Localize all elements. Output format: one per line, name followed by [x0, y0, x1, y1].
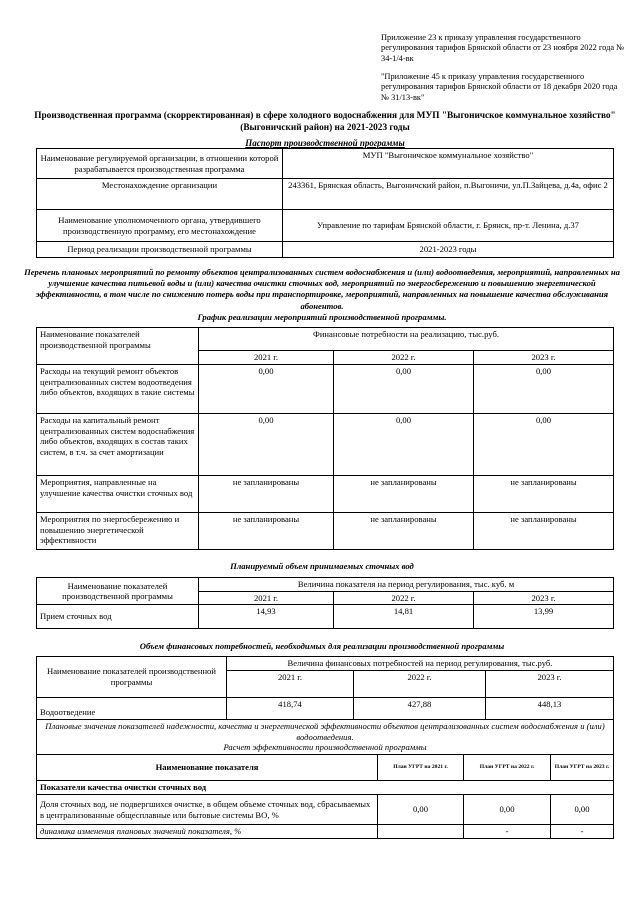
- volume-value: 14,93: [199, 605, 334, 629]
- calc-heading: Расчет эффективности производственной программы: [223, 742, 427, 752]
- volume-row-name: Прием сточных вод: [37, 605, 199, 629]
- measure-value: не запланированы: [474, 513, 614, 550]
- table-row: [37, 795, 614, 825]
- finance-table: [36, 656, 614, 720]
- year-header: 2023 г.: [474, 591, 614, 605]
- year-header: 2022 г.: [354, 670, 486, 697]
- indicator-col-name: Наименование показателя: [37, 755, 378, 781]
- measure-value: 0,00: [334, 365, 474, 414]
- dynamics-row-name: динамика изменения плановых значений показателя, %: [37, 825, 378, 839]
- measure-value: 0,00: [199, 414, 334, 476]
- document-title: Производственная программа (скорректированная) в сфере холодного водоснабжения для МУП "Выгоничское коммунальное хозяйство" (Выгоничский район) на 2021-2023 годы: [34, 111, 616, 133]
- measure-value: 0,00: [474, 414, 614, 476]
- passport-label: Период реализации производственной программы: [37, 242, 283, 258]
- indicators-table: [36, 719, 614, 839]
- schedule-heading: График реализации мероприятий производственной программы.: [197, 312, 447, 322]
- passport-row: [37, 210, 614, 242]
- plan-header: План УГРТ на 2023 г.: [551, 755, 614, 781]
- table-row: [37, 605, 614, 629]
- table-row: [37, 414, 614, 476]
- measures-table: [36, 327, 614, 550]
- passport-value: МУП "Выгоничское коммунальное хозяйство": [283, 149, 614, 179]
- indicators-intro-text: Плановые значения показателей надежности, качества и энергетической эффективности объектов централизованных систем водоснабжения и (или) водоотведения.: [45, 721, 605, 742]
- table-row: [37, 476, 614, 513]
- measure-value: не запланированы: [199, 513, 334, 550]
- year-header: 2023 г.: [486, 670, 614, 697]
- passport-row: [37, 149, 614, 179]
- year-header: 2021 г.: [199, 591, 334, 605]
- indicator-group: Показатели качества очистки сточных вод: [37, 781, 614, 795]
- table-row: [37, 825, 614, 839]
- year-header: 2021 г.: [199, 351, 334, 365]
- volume-value: 14,81: [334, 605, 474, 629]
- passport-value: 243361, Брянская область, Выгоничский район, п.Выгоничи, ул.П.Зайцева, д.4а, офис 2: [283, 179, 614, 210]
- plan-header: План УГРТ на 2021 г.: [378, 755, 464, 781]
- year-header: 2022 г.: [334, 351, 474, 365]
- passport-row: [37, 179, 614, 210]
- passport-label: Наименование регулируемой организации, в отношении которой разрабатывается производственная программа: [37, 149, 283, 179]
- measure-value: не запланированы: [199, 476, 334, 513]
- measure-value: не запланированы: [474, 476, 614, 513]
- appendix-note-1: Приложение 23 к приказу управления государственного регулирования тарифов Брянской области от 23 ноября 2022 года № 34-1/4-вк: [381, 33, 625, 63]
- passport-heading: Паспорт производственной программы: [245, 138, 405, 148]
- measure-name: Расходы на капитальный ремонт централизованных систем водоснабжения либо объектов, входящих в состав таких систем, в т.ч. за счет амортизации: [37, 414, 199, 476]
- plan-header: План УГРТ на 2022 г.: [464, 755, 551, 781]
- measures-col-name: Наименование показателей производственной программы: [37, 328, 199, 365]
- passport-value: Управление по тарифам Брянской области, г. Брянск, пр-т. Ленина, д.37: [283, 210, 614, 242]
- indicator-value: 0,00: [551, 795, 614, 825]
- finance-row-name: Водоотведение: [37, 697, 227, 719]
- dynamics-value: -: [551, 825, 614, 839]
- finance-heading: Объем финансовых потребностей, необходимых для реализации производственной программы: [139, 641, 505, 651]
- finance-col-group: Величина финансовых потребностей на период регулирования, тыс.руб.: [227, 657, 614, 671]
- volume-value: 13,99: [474, 605, 614, 629]
- volume-col-name: Наименование показателей производственной программы: [37, 578, 199, 605]
- finance-value: 448,13: [486, 697, 614, 719]
- table-row: [37, 513, 614, 550]
- passport-label: Наименование уполномоченного органа, утвердившего производственную программу, его местонахождение: [37, 210, 283, 242]
- measure-value: 0,00: [199, 365, 334, 414]
- measure-value: 0,00: [474, 365, 614, 414]
- volume-table: [36, 577, 614, 629]
- finance-value: 418,74: [227, 697, 354, 719]
- indicator-value: 0,00: [378, 795, 464, 825]
- measure-value: не запланированы: [334, 476, 474, 513]
- passport-label: Местонахождение организации: [37, 179, 283, 210]
- measure-value: не запланированы: [334, 513, 474, 550]
- passport-value: 2021-2023 годы: [283, 242, 614, 258]
- table-row: [37, 365, 614, 414]
- volume-col-group: Величина показателя на период регулирования, тыс. куб. м: [199, 578, 614, 592]
- year-header: 2022 г.: [334, 591, 474, 605]
- year-header: 2023 г.: [474, 351, 614, 365]
- indicator-row-name: Доля сточных вод, не подвергшихся очистке, в общем объеме сточных вод, сбрасываемых в централизованные общесплавные или бытовые системы ВО, %: [37, 795, 378, 825]
- indicators-intro: [37, 720, 614, 755]
- measure-name: Мероприятия по энергосбережению и повышению энергетической эффективности: [37, 513, 199, 550]
- finance-value: 427,88: [354, 697, 486, 719]
- appendix-note-2: "Приложение 45 к приказу управления государственного регулирования тарифов Брянской области от 18 декабря 2020 года № 31/13-вк": [381, 72, 618, 102]
- measures-col-group: Финансовые потребности на реализацию, тыс.руб.: [199, 328, 614, 351]
- finance-col-name: Наименование показателей производственной программы: [37, 657, 227, 698]
- dynamics-value: -: [464, 825, 551, 839]
- passport-table: [36, 148, 614, 258]
- indicator-value: 0,00: [464, 795, 551, 825]
- measure-value: 0,00: [334, 414, 474, 476]
- year-header: 2021 г.: [227, 670, 354, 697]
- measures-intro: Перечень плановых мероприятий по ремонту объектов централизованных систем водоснабжения и (или) водоотведения, мероприятий, направленных на улучшение качества питьевой воды и (или) качества очистки сточных вод, мероприятий по энергосбережению и повышению энергетической эффективности, в том числе по снижению потерь воды при транспортировке, мероприятий, направленных на повышение качества обслуживания абонентов.: [24, 267, 620, 311]
- table-row: [37, 697, 614, 719]
- measure-name: Мероприятия, направленные на улучшение качества очистки сточных вод: [37, 476, 199, 513]
- volume-heading: Планируемый объем принимаемых сточных вод: [230, 561, 414, 571]
- dynamics-value: [378, 825, 464, 839]
- measure-name: Расходы на текущий ремонт объектов централизованных систем водоотведения либо объектов, входящих в такие системы: [37, 365, 199, 414]
- passport-row: [37, 242, 614, 258]
